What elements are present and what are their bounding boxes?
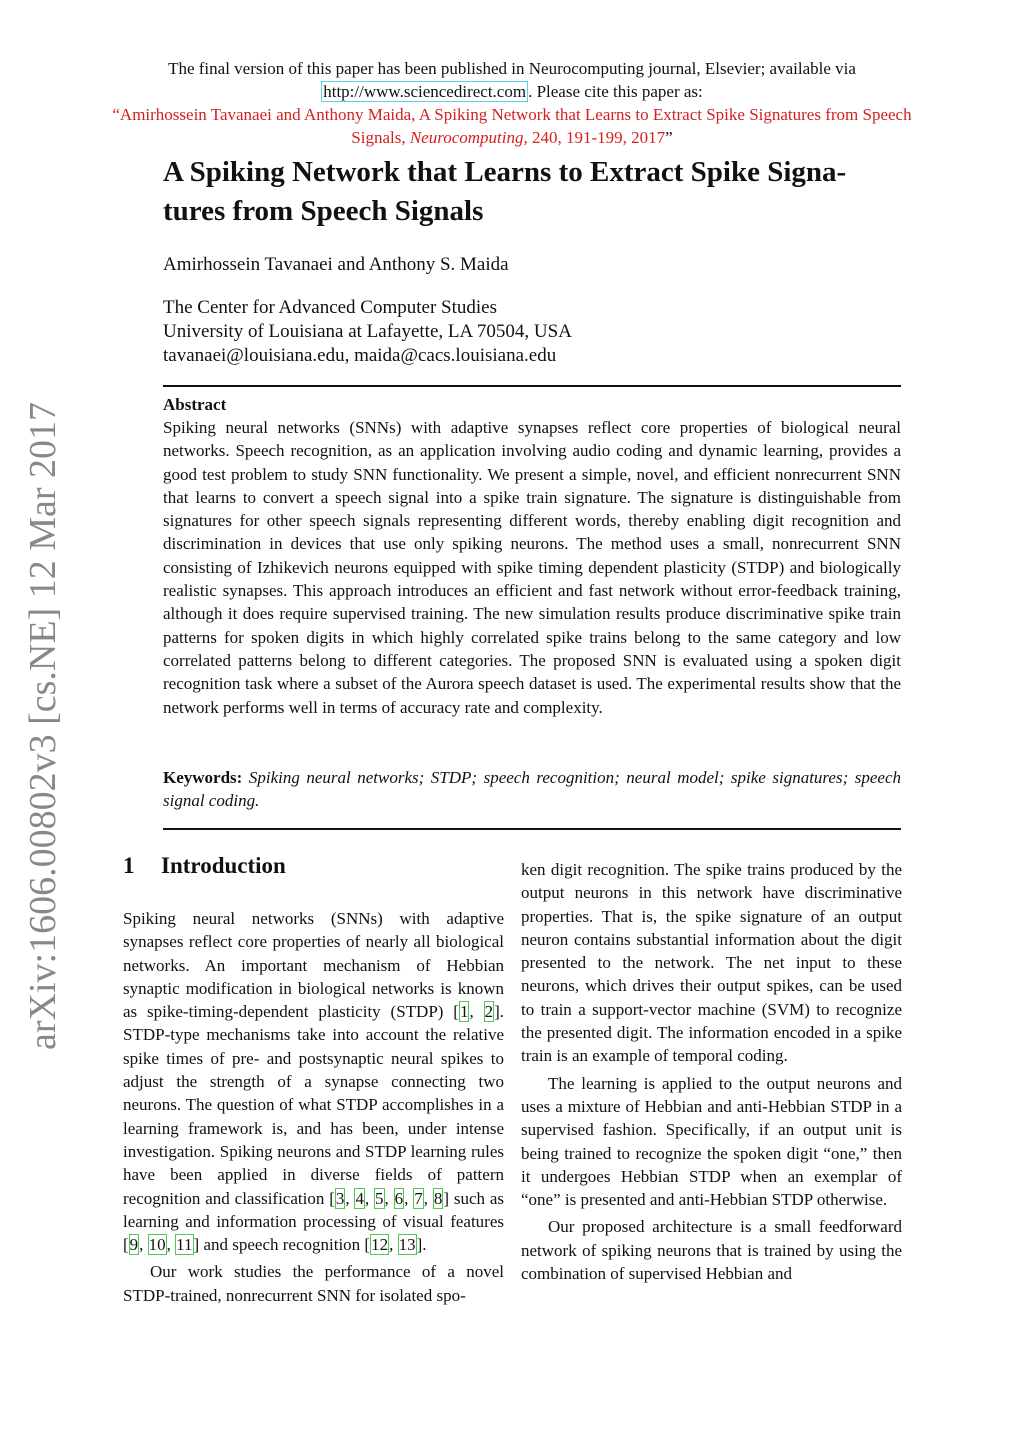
citation-ref[interactable]: 5 <box>375 1188 384 1208</box>
affiliation-line: University of Louisiana at Lafayette, LA 70504, USA <box>163 321 572 342</box>
divider-bottom <box>163 828 901 830</box>
citation-text[interactable] <box>112 105 911 147</box>
notice-line1: The final version of this paper has been published in Neurocomputing journal, Elsevier; available via <box>168 59 856 78</box>
publication-notice <box>110 57 914 149</box>
text-run: ]. STDP-type mechanisms take into account the relative spike times of pre- and postsynaptic neural spikes to adjust the strength of a synapse connecting two neurons. The question of what STDP accomplishes in a learning framework is, and has been, under intense investigation. Spiking neurons and STDP learning rules have been applied in diverse fields of pattern recognition and classification [ <box>123 1002 505 1208</box>
citation-close-quote: ” <box>665 128 673 147</box>
paper-authors: Amirhossein Tavanaei and Anthony S. Maida <box>163 254 509 275</box>
notice-line2: . Please cite this paper as: <box>528 82 703 101</box>
abstract-heading: Abstract <box>163 395 227 414</box>
keywords-list: Spiking neural networks; STDP; speech recognition; neural model; spike signatures; speech signal coding. <box>163 768 901 811</box>
citation-ref[interactable]: 6 <box>394 1188 404 1208</box>
intro-paragraph-2-start: Our work studies the performance of a novel STDP-trained, nonrecurrent SNN for isolated spo- <box>123 1262 504 1305</box>
paper-title: A Spiking Network that Learns to Extract Spike Signa-tures from Speech Signals <box>163 156 847 227</box>
intro-paragraph-2-cont: ken digit recognition. The spike trains produced by the output neurons in this network have discriminative properties. That is, the spike signature of an output neuron contains substantial information about the digit presented to the network. The net input to these neurons, which drives their output spikes, can be used to train a support-vector machine (SVM) to recognize the presented digit. The information encoded in a spike train is an example of temporal coding. <box>521 860 902 1066</box>
affiliation-block <box>163 296 572 368</box>
citation-suffix: , 240, 191-199, 2017 <box>523 128 666 147</box>
intro-paragraph-1: Spiking neural networks (SNNs) with adaptive synapses reflect core properties of nearly all biological networks. An important mechanism of Hebbian synaptic modification in biological networks is known as spike-timing-dependent plasticity (STDP) [1, 2]. STDP-type mechanisms take into account the relative spike times of pre- and postsynaptic neural spikes to adjust the strength of a synapse connecting two neurons. The question of what STDP accomplishes in a learning framework is, and has been, under intense investigation. Spiking neurons and STDP learning rules have been applied in diverse fields of pattern recognition and classification [3, 4, 5, 6, 7, 8] such as learning and information processing of visual features [9, 10, 11] and speech recognition [12, 13]. <box>123 909 505 1255</box>
citation-ref[interactable]: 7 <box>414 1188 423 1208</box>
citation-ref[interactable]: 1 <box>459 1002 469 1022</box>
text-run: ] and speech recognition [ <box>193 1235 371 1255</box>
citation-ref[interactable]: 2 <box>484 1002 494 1022</box>
citation-ref[interactable]: 8 <box>433 1188 443 1208</box>
citation-prefix: “Amirhossein Tavanaei and Anthony Maida, A Spiking Network that Learns to Extract Spike Signatures from Speech Signals, <box>112 105 912 147</box>
citation-ref[interactable]: 11 <box>176 1235 193 1255</box>
column-left <box>123 907 504 1307</box>
section-heading <box>123 853 286 879</box>
intro-paragraph-3: The learning is applied to the output neurons and uses a mixture of Hebbian and anti-Hebbian STDP in a supervised fashion. Specifically, if an output unit is being trained to recognize the spoken digit “one,” then it undergoes Hebbian STDP when an exemplar of “one” is presented and anti-Hebbian STDP otherwise. <box>521 1073 902 1210</box>
affiliation-line: The Center for Advanced Computer Studies <box>163 297 498 318</box>
column-right <box>521 858 902 1285</box>
text-run: ] such as learning and information processing of visual features [ <box>123 1188 504 1255</box>
text-run: , <box>469 1002 484 1022</box>
intro-paragraph-4: Our proposed architecture is a small feedforward network of spiking neurons that is trained by using the combination of supervised Hebbian and <box>521 1217 902 1284</box>
sciencedirect-link[interactable]: http://www.sciencedirect.com <box>323 82 527 101</box>
divider-top <box>163 385 901 387</box>
citation-journal: Neurocomputing <box>409 128 524 147</box>
citation-ref[interactable]: 9 <box>129 1235 139 1255</box>
citation-ref[interactable]: 3 <box>335 1188 345 1208</box>
text-run: Spiking neural networks (SNNs) with adaptive synapses reflect core properties of nearly all biological networks. An important mechanism of Hebbian synaptic modification in biological networks is known as spike-timing-dependent plasticity (STDP) [ <box>123 909 504 1022</box>
keywords <box>163 766 901 813</box>
arxiv-stamp: arXiv:1606.00802v3 [cs.NE] 12 Mar 2017 <box>22 401 64 1050</box>
section-title: Introduction <box>161 853 286 878</box>
keywords-label: Keywords: <box>163 768 243 787</box>
citation-ref[interactable]: 10 <box>148 1235 166 1255</box>
citation-ref[interactable]: 13 <box>398 1235 416 1255</box>
abstract-text: Spiking neural networks (SNNs) with adaptive synapses reflect core properties of biological neural networks. Speech recognition, as an application involving audio coding and dynamic learning, provides a good test problem to study SNN functionality. We present a simple, novel, and efficient nonrecurrent SNN that learns to convert a speech signal into a spike train signature. The signature is distinguishable from signatures for other speech signals representing different words, thereby enabling digit recognition and discrimination in devices that use only spiking neurons. The method uses a small, nonrecurrent SNN consisting of Izhikevich neurons equipped with spike timing dependent plasticity (STDP) and biologically realistic synapses. This approach introduces an efficient and fast network without error-feedback training, although it does require supervised training. The new simulation results produce discriminative spike train patterns for spoken digits in which highly correlated spike trains belong to the same category and low correlated patterns belong to different categories. The proposed SNN is evaluated using a spoken digit recognition task where a subset of the Aurora speech dataset is used. The experimental results show that the network performs well in terms of accuracy rate and complexity. <box>163 418 901 717</box>
citation-ref[interactable]: 12 <box>371 1235 389 1255</box>
section-number: 1 <box>123 853 135 878</box>
text-run: ]. <box>416 1235 427 1255</box>
citation-ref[interactable]: 4 <box>355 1188 364 1208</box>
affiliation-emails: tavanaei@louisiana.edu, maida@cacs.louisiana.edu <box>163 345 557 366</box>
